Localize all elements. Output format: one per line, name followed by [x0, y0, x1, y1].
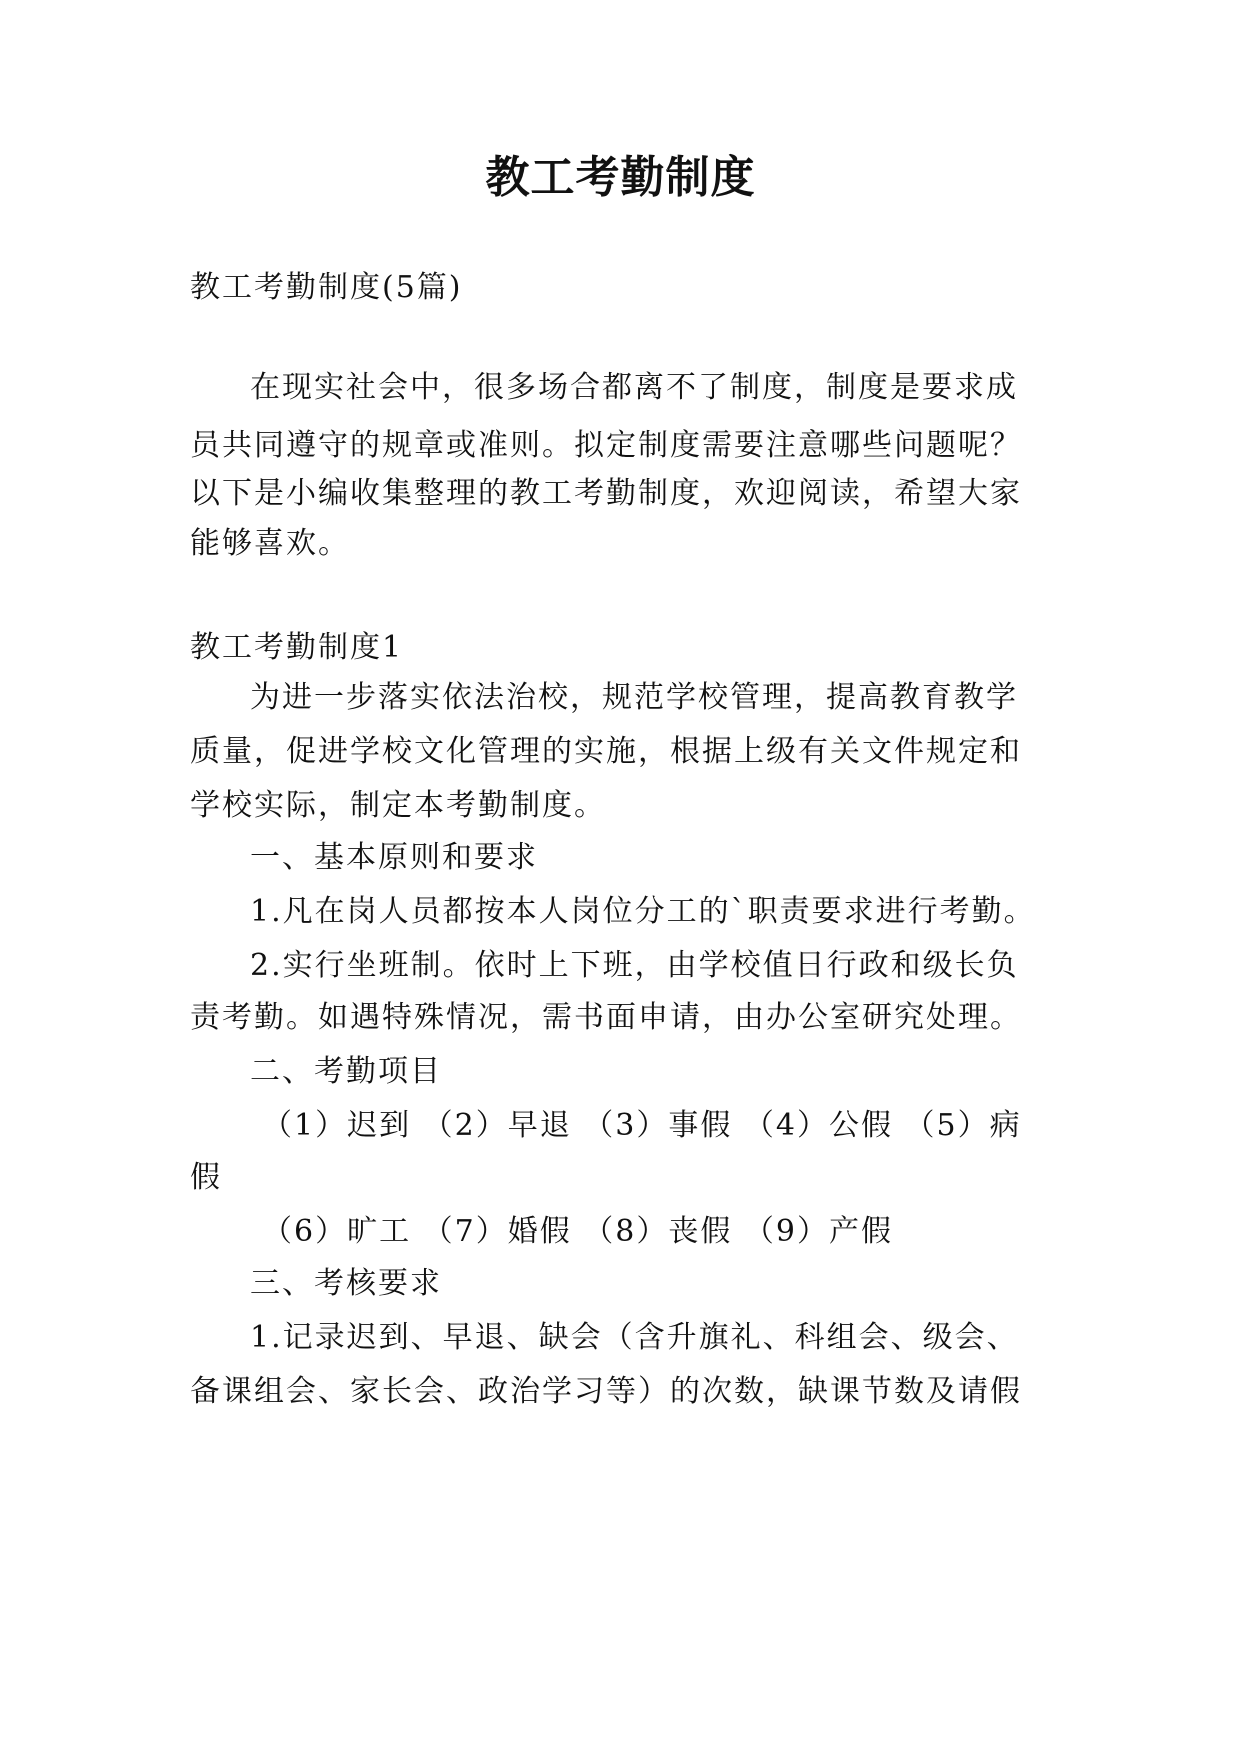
- section-heading: 教工考勤制度1: [190, 630, 404, 665]
- intro-line: 以下是小编收集整理的教工考勤制度，欢迎阅读，希望大家: [190, 476, 1022, 511]
- list-item-continuation: 备课组会、家长会、政治学习等）的次数，缺课节数及请假: [190, 1374, 1022, 1409]
- document-title: 教工考勤制度: [485, 152, 756, 203]
- attendance-items: （1）迟到 （2）早退 （3）事假 （4）公假 （5）病: [262, 1108, 1022, 1143]
- list-item: 2.实行坐班制。依时上下班，由学校值日行政和级长负: [250, 948, 1019, 983]
- part-heading: 三、考核要求: [250, 1266, 442, 1301]
- list-item-continuation: 责考勤。如遇特殊情况，需书面申请，由办公室研究处理。: [190, 1000, 1022, 1035]
- intro-line: 能够喜欢。: [190, 526, 350, 561]
- paragraph-line: 学校实际，制定本考勤制度。: [190, 788, 606, 823]
- attendance-items: （6）旷工 （7）婚假 （8）丧假 （9）产假: [262, 1214, 893, 1249]
- part-heading: 二、考勤项目: [250, 1054, 442, 1089]
- part-heading: 一、基本原则和要求: [250, 840, 538, 875]
- paragraph-line: 为进一步落实依法治校，规范学校管理，提高教育教学: [250, 680, 1018, 715]
- intro-line: 在现实社会中，很多场合都离不了制度，制度是要求成: [250, 370, 1018, 405]
- list-item: 1.记录迟到、早退、缺会（含升旗礼、科组会、级会、: [250, 1320, 1019, 1355]
- document-subtitle: 教工考勤制度(5篇): [190, 270, 463, 305]
- list-item: 1.凡在岗人员都按本人岗位分工的`职责要求进行考勤。: [250, 894, 1036, 929]
- paragraph-line: 质量，促进学校文化管理的实施，根据上级有关文件规定和: [190, 734, 1022, 769]
- attendance-items-continuation: 假: [190, 1160, 222, 1195]
- intro-line: 员共同遵守的规章或准则。拟定制度需要注意哪些问题呢？: [190, 428, 1022, 463]
